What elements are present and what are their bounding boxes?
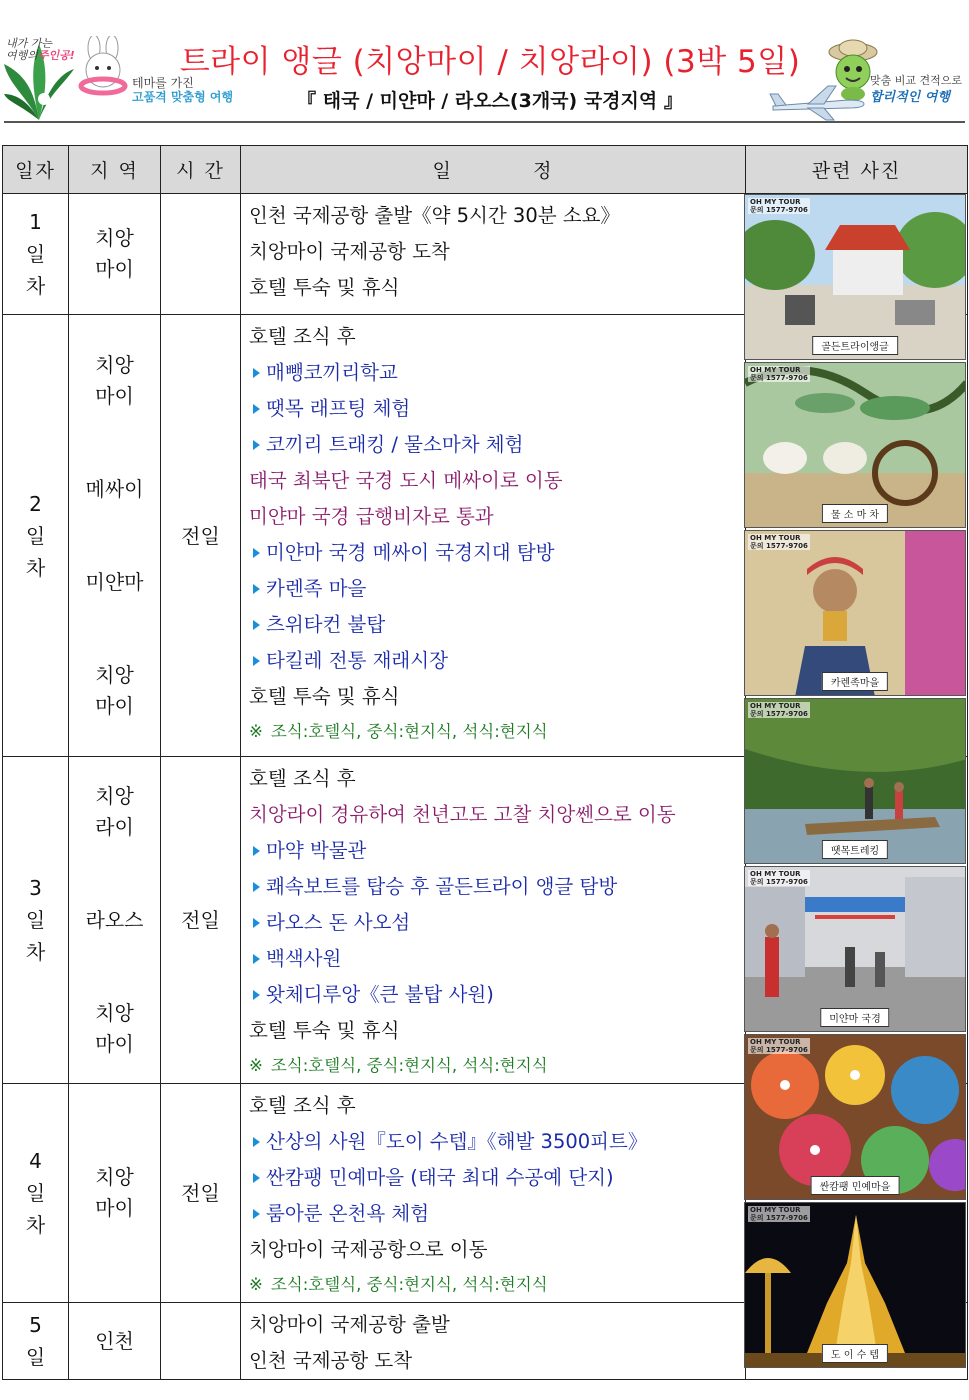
right-logo [768, 36, 968, 122]
schedule-item [249, 607, 745, 643]
region-label [69, 536, 160, 567]
left-slogan: 내가 가는 여행의주인공! [6, 37, 75, 62]
schedule-item [249, 391, 745, 427]
region-label: 치앙 [95, 783, 134, 808]
schedule-item [249, 198, 745, 234]
schedule-item [249, 499, 745, 535]
region-label [69, 505, 160, 536]
region-cell [69, 757, 161, 1084]
bullet-triangle-icon [253, 990, 260, 1000]
schedule-item [249, 234, 745, 270]
schedule-item-text: 호텔 투숙 및 휴식 [249, 1019, 400, 1042]
schedule-item-text: 싼캄팽 민예마을 (태국 최대 수공예 단지) [266, 1166, 614, 1189]
umbrella-village-photo [744, 1034, 966, 1200]
region-label [69, 936, 160, 967]
day-label-char: 차 [25, 1213, 46, 1237]
day-label-char: 2 [29, 491, 42, 516]
schedule-item-text: 인천 국제공항 도착 [249, 1349, 413, 1372]
schedule-item [249, 319, 745, 355]
time-cell: 전일 [161, 757, 241, 1084]
bullet-triangle-icon [253, 404, 260, 414]
schedule-item [249, 427, 745, 463]
schedule-item-text: 조식:호텔식, 중식:현지식, 석식:현지식 [270, 722, 548, 741]
myanmar-border-photo [744, 866, 966, 1032]
region-label: 치앙 [95, 352, 134, 377]
region-cell [69, 1084, 161, 1303]
region-label: 메싸이 [85, 476, 144, 501]
bullet-triangle-icon [253, 1209, 260, 1219]
bullet-triangle-icon [253, 440, 260, 450]
schedule-item-text: 호텔 조식 후 [249, 767, 356, 790]
schedule-cell [241, 194, 746, 315]
schedule-item-text: 호텔 조식 후 [249, 1094, 356, 1117]
header-region: 지 역 [69, 146, 161, 194]
schedule-item-text: 카렌족 마을 [266, 577, 367, 600]
schedule-item [249, 270, 745, 306]
schedule-item [249, 761, 745, 797]
region-label: 마이 [95, 1031, 134, 1056]
schedule-item-text: 치앙마이 국제공항으로 이동 [249, 1238, 488, 1261]
doi-suthep-photo [744, 1202, 966, 1368]
compare-line-1: 맞춤 비교 견적으로 [870, 74, 963, 87]
region-label: 마이 [95, 1196, 134, 1220]
photo-caption: 골든트라이앵글 [812, 336, 898, 355]
schedule-item [249, 1307, 745, 1343]
schedule-item-text: 미얀마 국경 급행비자로 통과 [249, 505, 494, 528]
region-label: 마이 [95, 257, 134, 281]
region-label [69, 443, 160, 474]
region-cell [69, 194, 161, 315]
schedule-item-text: 룸아룬 온천욕 체험 [266, 1202, 430, 1225]
note-mark: ※ [249, 1056, 263, 1075]
bullet-triangle-icon [253, 1137, 260, 1147]
region-label: 치앙 [95, 662, 134, 687]
bullet-triangle-icon [253, 918, 260, 928]
day-label-char: 차 [25, 274, 46, 298]
region-label [69, 967, 160, 998]
bullet-triangle-icon [253, 548, 260, 558]
region-label: 치앙 [95, 226, 134, 250]
schedule-item [249, 535, 745, 571]
theme-line-1: 테마를 가진 [132, 76, 194, 90]
schedule-item-text: 백색사원 [266, 947, 342, 970]
header-day: 일자 [3, 146, 69, 194]
day-label-char: 일 [25, 908, 46, 932]
day-cell [3, 757, 69, 1084]
schedule-item-text: 호텔 조식 후 [249, 325, 356, 348]
note-mark: ※ [249, 1275, 263, 1294]
region-label [69, 843, 160, 874]
photo-caption: 물 소 마 차 [822, 504, 888, 523]
photo-watermark: OH MY TOUR 문의 1577-9706 [750, 366, 808, 382]
time-cell [161, 1303, 241, 1380]
day-label-char: 5 [29, 1313, 42, 1337]
region-label: 치앙 [95, 1000, 134, 1025]
golden-triangle-photo [744, 194, 966, 360]
schedule-item [249, 643, 745, 679]
bullet-triangle-icon [253, 882, 260, 892]
bullet-triangle-icon [253, 656, 260, 666]
schedule-cell [241, 315, 746, 757]
day-label-char: 차 [25, 555, 46, 580]
day-cell [3, 194, 69, 315]
photo-watermark: OH MY TOUR 문의 1577-9706 [750, 702, 808, 718]
photo-watermark: OH MY TOUR 문의 1577-9706 [750, 870, 808, 886]
bunny-mascot-icon [76, 36, 132, 96]
photo-caption: 미얀마 국경 [820, 1008, 889, 1027]
day-label-char: 일 [25, 523, 46, 548]
table-header-row [3, 146, 968, 194]
bullet-triangle-icon [253, 846, 260, 856]
photo-watermark: OH MY TOUR 문의 1577-9706 [750, 1038, 808, 1054]
region-label: 미얀마 [85, 569, 144, 594]
schedule-item-text: 산상의 사원『도이 수텝』《해발 3500피트》 [266, 1130, 648, 1153]
schedule-item [249, 1049, 745, 1083]
region-label: 치앙 [95, 1165, 134, 1189]
time-cell [161, 194, 241, 315]
schedule-item [249, 1013, 745, 1049]
bullet-triangle-icon [253, 584, 260, 594]
day-label-char: 일 [25, 242, 46, 266]
compare-line-2: 합리적인 여행 [870, 90, 950, 105]
schedule-item-text: 인천 국제공항 출발《약 5시간 30분 소요》 [249, 204, 620, 227]
photo-caption: 카렌족마을 [822, 672, 888, 691]
note-mark: ※ [249, 722, 263, 741]
schedule-item [249, 1268, 745, 1302]
schedule-item [249, 869, 745, 905]
bullet-triangle-icon [253, 1173, 260, 1183]
schedule-item [249, 1343, 745, 1379]
schedule-item [249, 1124, 745, 1160]
photo-caption: 싼캄팽 민예마을 [811, 1176, 900, 1195]
region-label: 마이 [95, 383, 134, 408]
region-label [69, 598, 160, 629]
schedule-item [249, 715, 745, 749]
region-cell [69, 315, 161, 757]
photo-watermark: OH MY TOUR 문의 1577-9706 [750, 198, 808, 214]
schedule-item [249, 1232, 745, 1268]
schedule-cell [241, 757, 746, 1084]
region-label [69, 629, 160, 660]
schedule-item [249, 977, 745, 1013]
region-label: 라이 [95, 814, 134, 839]
airplane-icon [768, 82, 868, 122]
schedule-item-text: 치앙마이 국제공항 도착 [249, 240, 450, 263]
schedule-item [249, 355, 745, 391]
day-cell [3, 315, 69, 757]
schedule-item-text: 치앙라이 경유하여 천년고도 고찰 치앙쎈으로 이동 [249, 803, 676, 826]
schedule-item-text: 태국 최북단 국경 도시 메싸이로 이동 [249, 469, 563, 492]
page-title: 트라이 앵글 (치앙마이 / 치앙라이) (3박 5일) [179, 44, 801, 80]
schedule-item-text: 마약 박물관 [266, 839, 367, 862]
region-label [69, 874, 160, 905]
schedule-item-text: 호텔 투숙 및 휴식 [249, 276, 400, 299]
page-subtitle: 『 태국 / 미얀마 / 라오스(3개국) 국경지역 』 [297, 90, 683, 112]
schedule-item [249, 679, 745, 715]
schedule-item-text: 코끼리 트래킹 / 물소마차 체험 [266, 433, 524, 456]
schedule-item [249, 1088, 745, 1124]
schedule-item [249, 1196, 745, 1232]
photo-watermark: OH MY TOUR 문의 1577-9706 [750, 1206, 808, 1222]
schedule-item-text: 호텔 투숙 및 휴식 [249, 685, 400, 708]
day-cell [3, 1084, 69, 1303]
day-label-char: 차 [25, 940, 46, 964]
schedule-item-text: 땟목 래프팅 체험 [266, 397, 411, 420]
related-photos [744, 194, 966, 1372]
region-label [69, 412, 160, 443]
schedule-item-text: 조식:호텔식, 중식:현지식, 석식:현지식 [270, 1056, 548, 1075]
header-schedule: 일 정 [241, 146, 746, 194]
header-photos: 관련 사진 [746, 146, 968, 194]
karen-village-photo [744, 530, 966, 696]
schedule-item [249, 1160, 745, 1196]
region-label: 마이 [95, 693, 134, 718]
day-label-char: 3 [29, 876, 42, 900]
schedule-item-text: 매뺑코끼리학교 [266, 361, 398, 384]
schedule-item-text: 타킬레 전통 재래시장 [266, 649, 448, 672]
day-label-char: 일 [25, 1181, 46, 1205]
photo-watermark: OH MY TOUR 문의 1577-9706 [750, 534, 808, 550]
region-cell [69, 1303, 161, 1380]
schedule-cell [241, 1303, 746, 1380]
time-cell: 전일 [161, 315, 241, 757]
raft-trekking-photo [744, 698, 966, 864]
region-label: 인천 [95, 1328, 134, 1353]
schedule-item-text: 라오스 돈 사오섬 [266, 911, 411, 934]
schedule-item [249, 571, 745, 607]
schedule-item-text: 쾌속보트를 탑승 후 골든트라이 앵글 탐방 [266, 875, 618, 898]
day-label-char: 1 [29, 210, 42, 234]
buffalo-cart-photo [744, 362, 966, 528]
schedule-item-text: 치앙마이 국제공항 출발 [249, 1313, 450, 1336]
header-time: 시 간 [161, 146, 241, 194]
schedule-item [249, 463, 745, 499]
page-header [0, 0, 969, 125]
header-divider [4, 121, 965, 123]
day-label-char: 4 [29, 1149, 42, 1173]
bullet-triangle-icon [253, 954, 260, 964]
photo-caption: 땟목트레킹 [822, 840, 888, 859]
schedule-item-text: 츠위타컨 불탑 [266, 613, 386, 636]
schedule-item [249, 797, 745, 833]
day-label-char: 일 [25, 1345, 46, 1369]
schedule-item-text: 조식:호텔식, 중식:현지식, 석식:현지식 [270, 1275, 548, 1294]
bullet-triangle-icon [253, 368, 260, 378]
schedule-cell [241, 1084, 746, 1303]
day-cell [3, 1303, 69, 1380]
schedule-item-text: 왓체디루앙《큰 불탑 사원) [266, 983, 494, 1006]
photo-caption: 도 이 수 텝 [822, 1344, 888, 1363]
bullet-triangle-icon [253, 620, 260, 630]
theme-line-2: 고품격 맞춤형 여행 [132, 90, 234, 104]
schedule-item [249, 905, 745, 941]
schedule-item-text: 미얀마 국경 메싸이 국경지대 탐방 [266, 541, 555, 564]
region-label: 라오스 [85, 907, 144, 932]
schedule-item [249, 833, 745, 869]
time-cell: 전일 [161, 1084, 241, 1303]
schedule-item [249, 941, 745, 977]
